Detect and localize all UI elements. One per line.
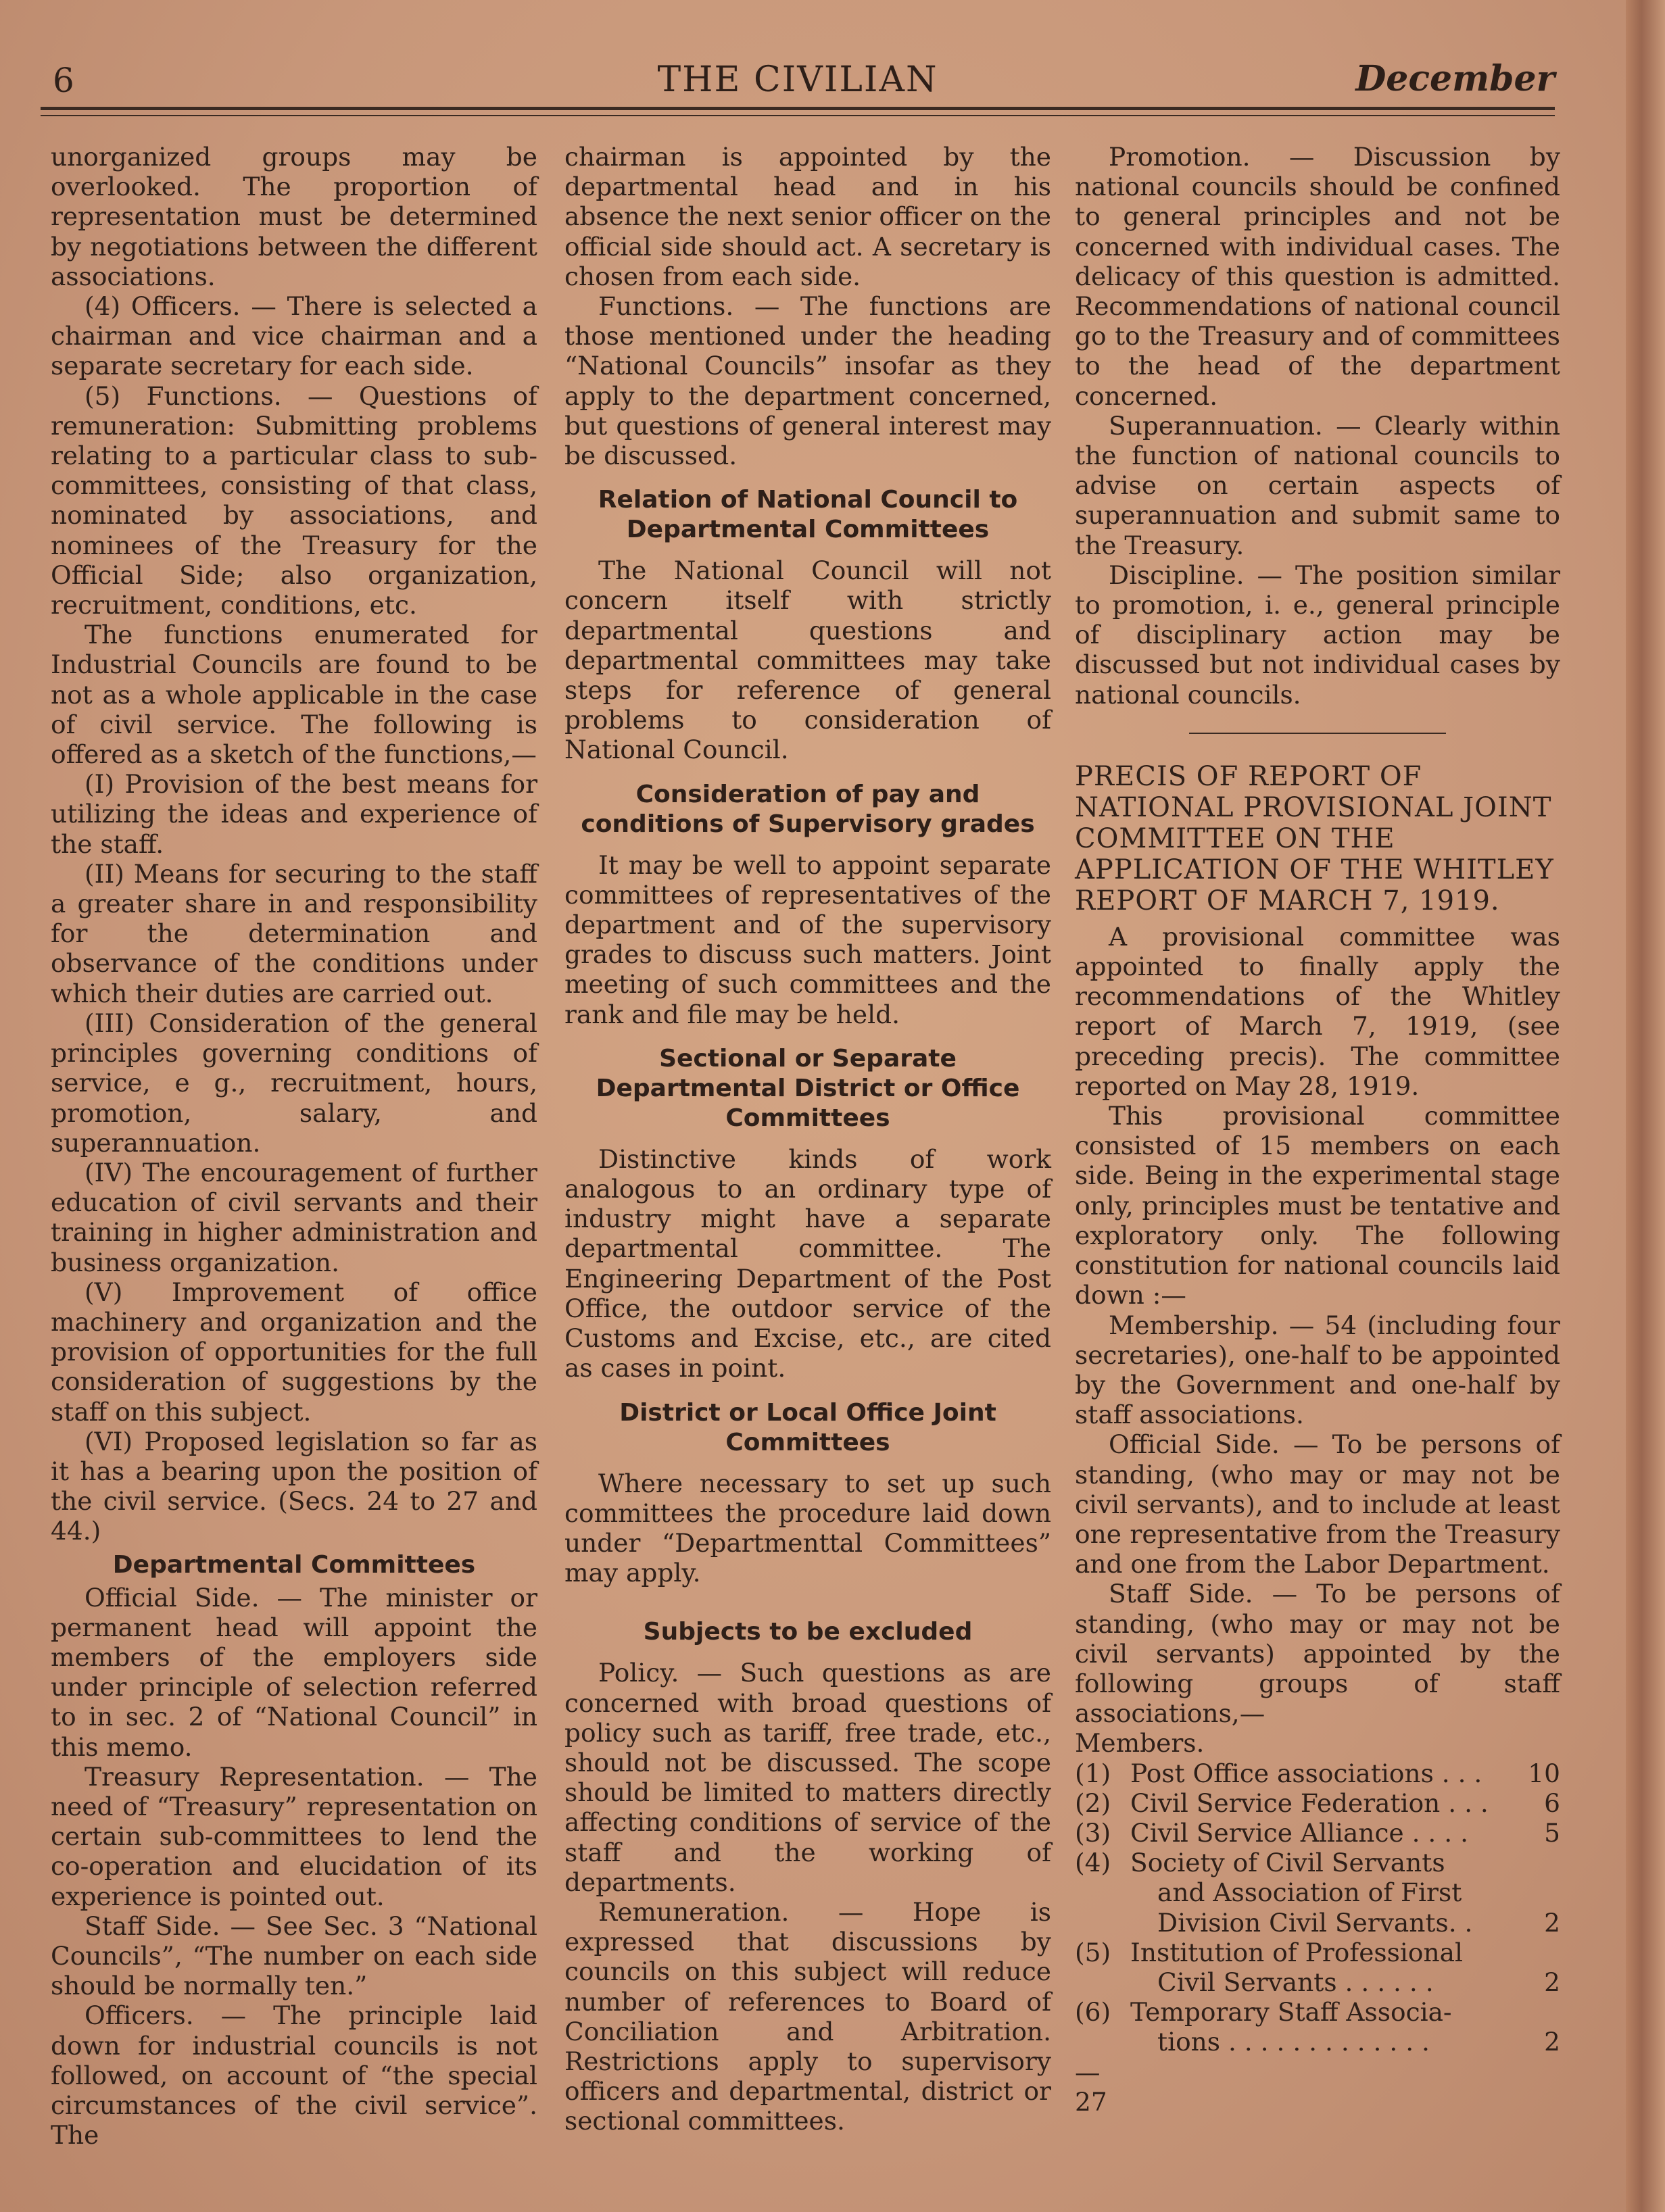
paragraph: Staff Side. — To be persons of standing, (who may or may not be civil servants) appointed by the following groups of staff associations,—: [1075, 1579, 1560, 1729]
paragraph: The functions enumerated for Industrial Councils are found to be not as a whole applicable in the case of civil service. The following is offered as a sketch of the functions,—: [51, 620, 537, 770]
paragraph: (5) Functions. — Questions of remuneration: Submitting problems relating to a particular class to sub-committees, consisting of that class, nominated by associations, and nominees of the Treasury for the Official Side; also organization, recruitment, conditions, etc.: [51, 380, 537, 620]
section-divider: [1189, 733, 1446, 734]
header-rule-thick: [41, 107, 1555, 110]
paragraph: Officers. — The principle laid down for industrial councils is not followed, on account of “the special circumstances of the civil service”. The: [51, 2000, 537, 2150]
paragraph: chairman is appointed by the departmental head and in his absence the next senior officer on the official side should act. A secretary is chosen from each side.: [564, 142, 1051, 291]
paragraph: Where necessary to set up such committees the procedure laid down under “Departmenttal Committees” may apply.: [564, 1468, 1051, 1588]
paragraph: (III) Consideration of the general principles governing conditions of service, e g., recruitment, hours, promotion, salary, and superannuation.: [51, 1008, 537, 1158]
member-label: tions . . . . . . . . . . . . .: [1157, 2027, 1430, 2057]
paragraph: Official Side. — To be persons of standing, (who may or may not be civil servants), and to include at least one representative from the Treasury and one from the Labor Department.: [1075, 1429, 1560, 1579]
section-heading: District or Local Office Joint Committees: [619, 1398, 996, 1456]
paragraph: The National Council will not concern itself with strictly departmental questions and departmental committees may take steps for reference of general problems to consideration of National Council.: [564, 556, 1051, 765]
member-row: [1075, 1788, 1560, 1818]
section-heading: Subjects to be excluded: [643, 1618, 973, 1646]
paragraph: Discipline. — The position similar to promotion, i. e., general principle of disciplinary action may be discussed but not individual cases by national councils.: [1075, 560, 1560, 710]
total-dash: —: [1075, 2057, 1101, 2087]
paragraph: (4) Officers. — There is selected a chairman and vice chairman and a separate secretary for each side.: [51, 291, 537, 381]
members-heading: Members.: [1075, 1728, 1205, 1759]
member-count: 5: [1544, 1817, 1560, 1848]
member-label: Temporary Staff Associa-: [1130, 1997, 1452, 2027]
members-total: 27: [1075, 2086, 1107, 2117]
paragraph: (VI) Proposed legislation so far as it has a bearing upon the position of the civil service. (Secs. 24 to 27 and 44.): [51, 1426, 537, 1546]
paragraph: unorganized groups may be overlooked. The proportion of representation must be determined by negotiations between the different associations.: [51, 142, 537, 291]
member-number: (4): [1075, 1848, 1111, 1878]
member-number: (5): [1075, 1937, 1111, 1967]
section-heading: Relation of National Council to Departmental Committees: [598, 486, 1018, 544]
section-heading: Sectional or Separate Departmental District or Office Committees: [596, 1044, 1020, 1132]
section-heading: Departmental Committees: [112, 1550, 476, 1579]
member-count: 2: [1544, 1967, 1560, 1997]
paragraph: Superannuation. — Clearly within the function of national councils to advise on certain aspects of superannuation and submit same to the Treasury.: [1075, 410, 1560, 560]
paragraph: (IV) The encouragement of further education of civil servants and their training in higher administration and business organization.: [51, 1157, 537, 1277]
book-spine: [1626, 0, 1665, 2212]
member-label: Institution of Professional: [1130, 1937, 1463, 1967]
member-label: Civil Service Federation . . .: [1130, 1788, 1489, 1818]
issue-month: December: [1355, 58, 1555, 99]
paragraph: (II) Means for securing to the staff a greater share in and responsibility for the determination and observance of the conditions under which their duties are carried out.: [51, 858, 537, 1008]
member-label: Civil Service Alliance . . . .: [1130, 1817, 1469, 1848]
paragraph: It may be well to appoint separate committees of representatives of the department and of the supervisory grades to discuss such matters. Joint meeting of such committees and the rank and file may be held.: [564, 850, 1051, 1029]
paragraph: (I) Provision of the best means for utilizing the ideas and experience of the staff.: [51, 769, 537, 859]
member-row: [1075, 1818, 1560, 1848]
page-number: 6: [53, 61, 74, 100]
paragraph: Distinctive kinds of work analogous to an ordinary type of industry might have a separate departmental committee. The Engineering Department of the Post Office, the outdoor service of the Customs and Excise, etc., are cited as cases in point.: [564, 1144, 1051, 1383]
member-label: Post Office associations . . .: [1130, 1758, 1482, 1788]
member-label: Division Civil Servants. .: [1157, 1907, 1473, 1938]
page-header: [41, 54, 1555, 108]
member-row-continued: [1075, 1967, 1560, 1997]
member-row-continued: [1075, 2027, 1560, 2057]
member-label: Civil Servants . . . . . .: [1157, 1967, 1434, 1997]
paragraph: Staff Side. — See Sec. 3 “National Councils”, “The number on each side should be normally ten.”: [51, 1911, 537, 2001]
paragraph: (V) Improvement of office machinery and organization and the provision of opportunities for the full consideration of suggestions by the staff on this subject.: [51, 1277, 537, 1427]
member-count: 2: [1544, 2027, 1560, 2057]
member-row: [1075, 1848, 1560, 1877]
member-number: (3): [1075, 1817, 1111, 1848]
paragraph: Functions. — The functions are those mentioned under the heading “National Councils” insofar as they apply to the department concerned, but questions of general interest may be discussed.: [564, 291, 1051, 471]
paragraph: This provisional committee consisted of 15 members on each side. Being in the experimental stage only, principles must be tentative and exploratory only. The following constitution for national councils laid down :—: [1075, 1101, 1560, 1310]
column-left: [51, 142, 537, 2150]
member-row: [1075, 1759, 1560, 1788]
paragraph: Promotion. — Discussion by national councils should be confined to general principles and not be concerned with individual cases. The delicacy of this question is admitted. Recommendations of national council go to the Treasury and of committees to the head of the department concerned.: [1075, 142, 1560, 411]
member-number: (2): [1075, 1788, 1111, 1818]
section-heading: Consideration of pay and conditions of Supervisory grades: [581, 780, 1035, 838]
member-number: (6): [1075, 1997, 1111, 2027]
member-count: 6: [1544, 1788, 1560, 1818]
member-label: and Association of First: [1157, 1877, 1462, 1908]
member-count: 2: [1544, 1907, 1560, 1938]
paragraph: Policy. — Such questions as are concerned with broad questions of policy such as tariff, free trade, etc., should not be discussed. The scope should be limited to matters directly affecting conditions of service of the staff and the working of departments.: [564, 1658, 1051, 1897]
paragraph: Remuneration. — Hope is expressed that discussions by councils on this subject will reduce number of references to Board of Conciliation and Arbitration. Restrictions apply to supervisory officers and departmental, district or sectional committees.: [564, 1896, 1051, 2136]
member-number: (1): [1075, 1758, 1111, 1788]
paragraph: Membership. — 54 (including four secretaries), one-half to be appointed by the Government and one-half by staff associations.: [1075, 1310, 1560, 1430]
precis-heading: PRECIS OF REPORT OF NATIONAL PROVISIONAL JOINT COMMITTEE ON THE APPLICATION OF THE WHITLEY REPORT OF MARCH 7, 1919.: [1075, 760, 1554, 916]
member-row: [1075, 1938, 1560, 1967]
member-count: 10: [1528, 1758, 1560, 1788]
member-row-continued: [1075, 1877, 1560, 1907]
column-right: [1075, 142, 1560, 2117]
column-middle: [564, 142, 1051, 2136]
paragraph: Treasury Representation. — The need of “Treasury” representation on certain sub-committees to lend the co-operation and elucidation of its experience is pointed out.: [51, 1761, 537, 1911]
member-row: [1075, 1997, 1560, 2027]
member-row-continued: [1075, 1908, 1560, 1938]
header-rule-thin: [41, 115, 1555, 116]
paragraph: Official Side. — The minister or permanent head will appoint the members of the employers side under principle of selection referred to in sec. 2 of “National Council” in this memo.: [51, 1582, 537, 1762]
journal-title: THE CIVILIAN: [657, 59, 938, 100]
member-label: Society of Civil Servants: [1130, 1848, 1445, 1878]
paragraph: A provisional committee was appointed to finally apply the recommendations of the Whitley report of March 7, 1919, (see preceding precis). The committee reported on May 28, 1919.: [1075, 921, 1560, 1101]
